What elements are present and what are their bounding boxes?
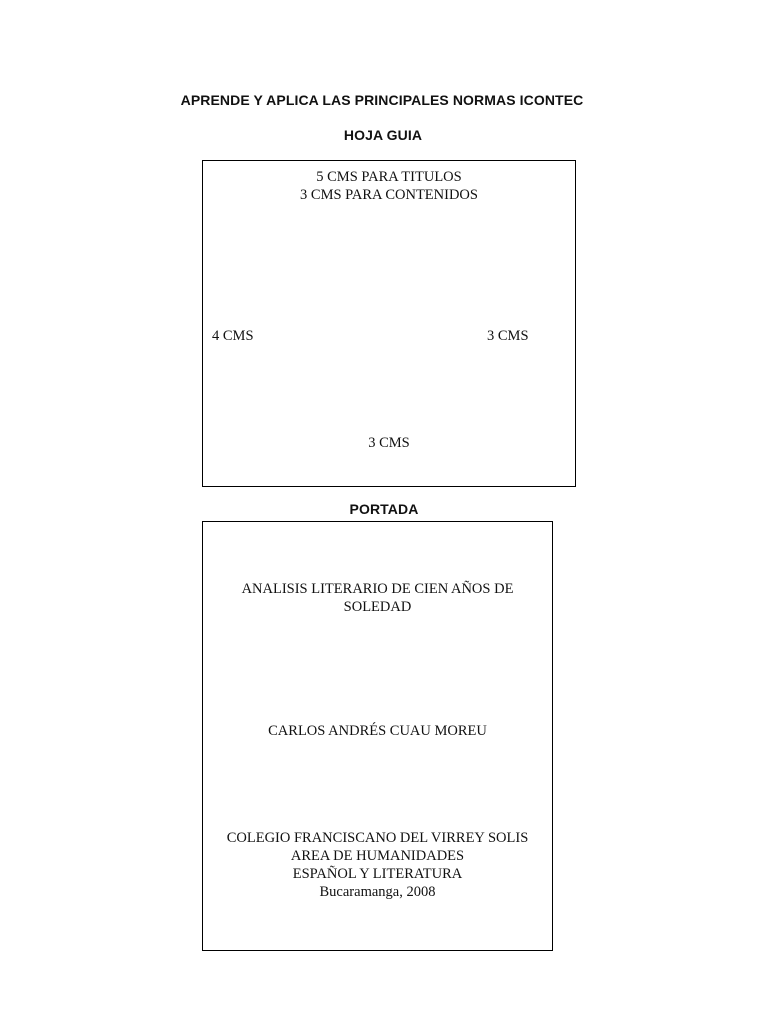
author-name: CARLOS ANDRÉS CUAU MOREU bbox=[268, 723, 487, 739]
guide-sheet-diagram bbox=[202, 160, 576, 487]
guide-sheet-heading: HOJA GUIA bbox=[343, 127, 423, 143]
institution-block bbox=[203, 829, 552, 901]
document-title: APRENDE Y APLICA LAS PRINCIPALES NORMAS ICONTEC bbox=[180, 92, 584, 108]
work-title-line-2: SOLEDAD bbox=[343, 599, 412, 615]
top-margin-titles-label: 5 CMS PARA TITULOS bbox=[316, 169, 462, 185]
area-name: AREA DE HUMANIDADES bbox=[290, 848, 465, 864]
school-name: COLEGIO FRANCISCANO DEL VIRREY SOLIS bbox=[226, 830, 529, 846]
work-title-line-1: ANALISIS LITERARIO DE CIEN AÑOS DE bbox=[241, 581, 514, 597]
top-margin-contents-label: 3 CMS PARA CONTENIDOS bbox=[300, 187, 478, 203]
left-margin-label: 4 CMS bbox=[212, 328, 254, 344]
right-margin-label: 3 CMS bbox=[487, 328, 529, 344]
cover-page-heading: PORTADA bbox=[349, 501, 419, 517]
work-title bbox=[203, 580, 552, 616]
subject-name: ESPAÑOL Y LITERATURA bbox=[292, 866, 463, 882]
cover-page-sample bbox=[202, 521, 553, 951]
place-year: Bucaramanga, 2008 bbox=[319, 884, 436, 900]
top-margin-block bbox=[203, 168, 575, 204]
bottom-margin-label: 3 CMS bbox=[368, 435, 410, 451]
